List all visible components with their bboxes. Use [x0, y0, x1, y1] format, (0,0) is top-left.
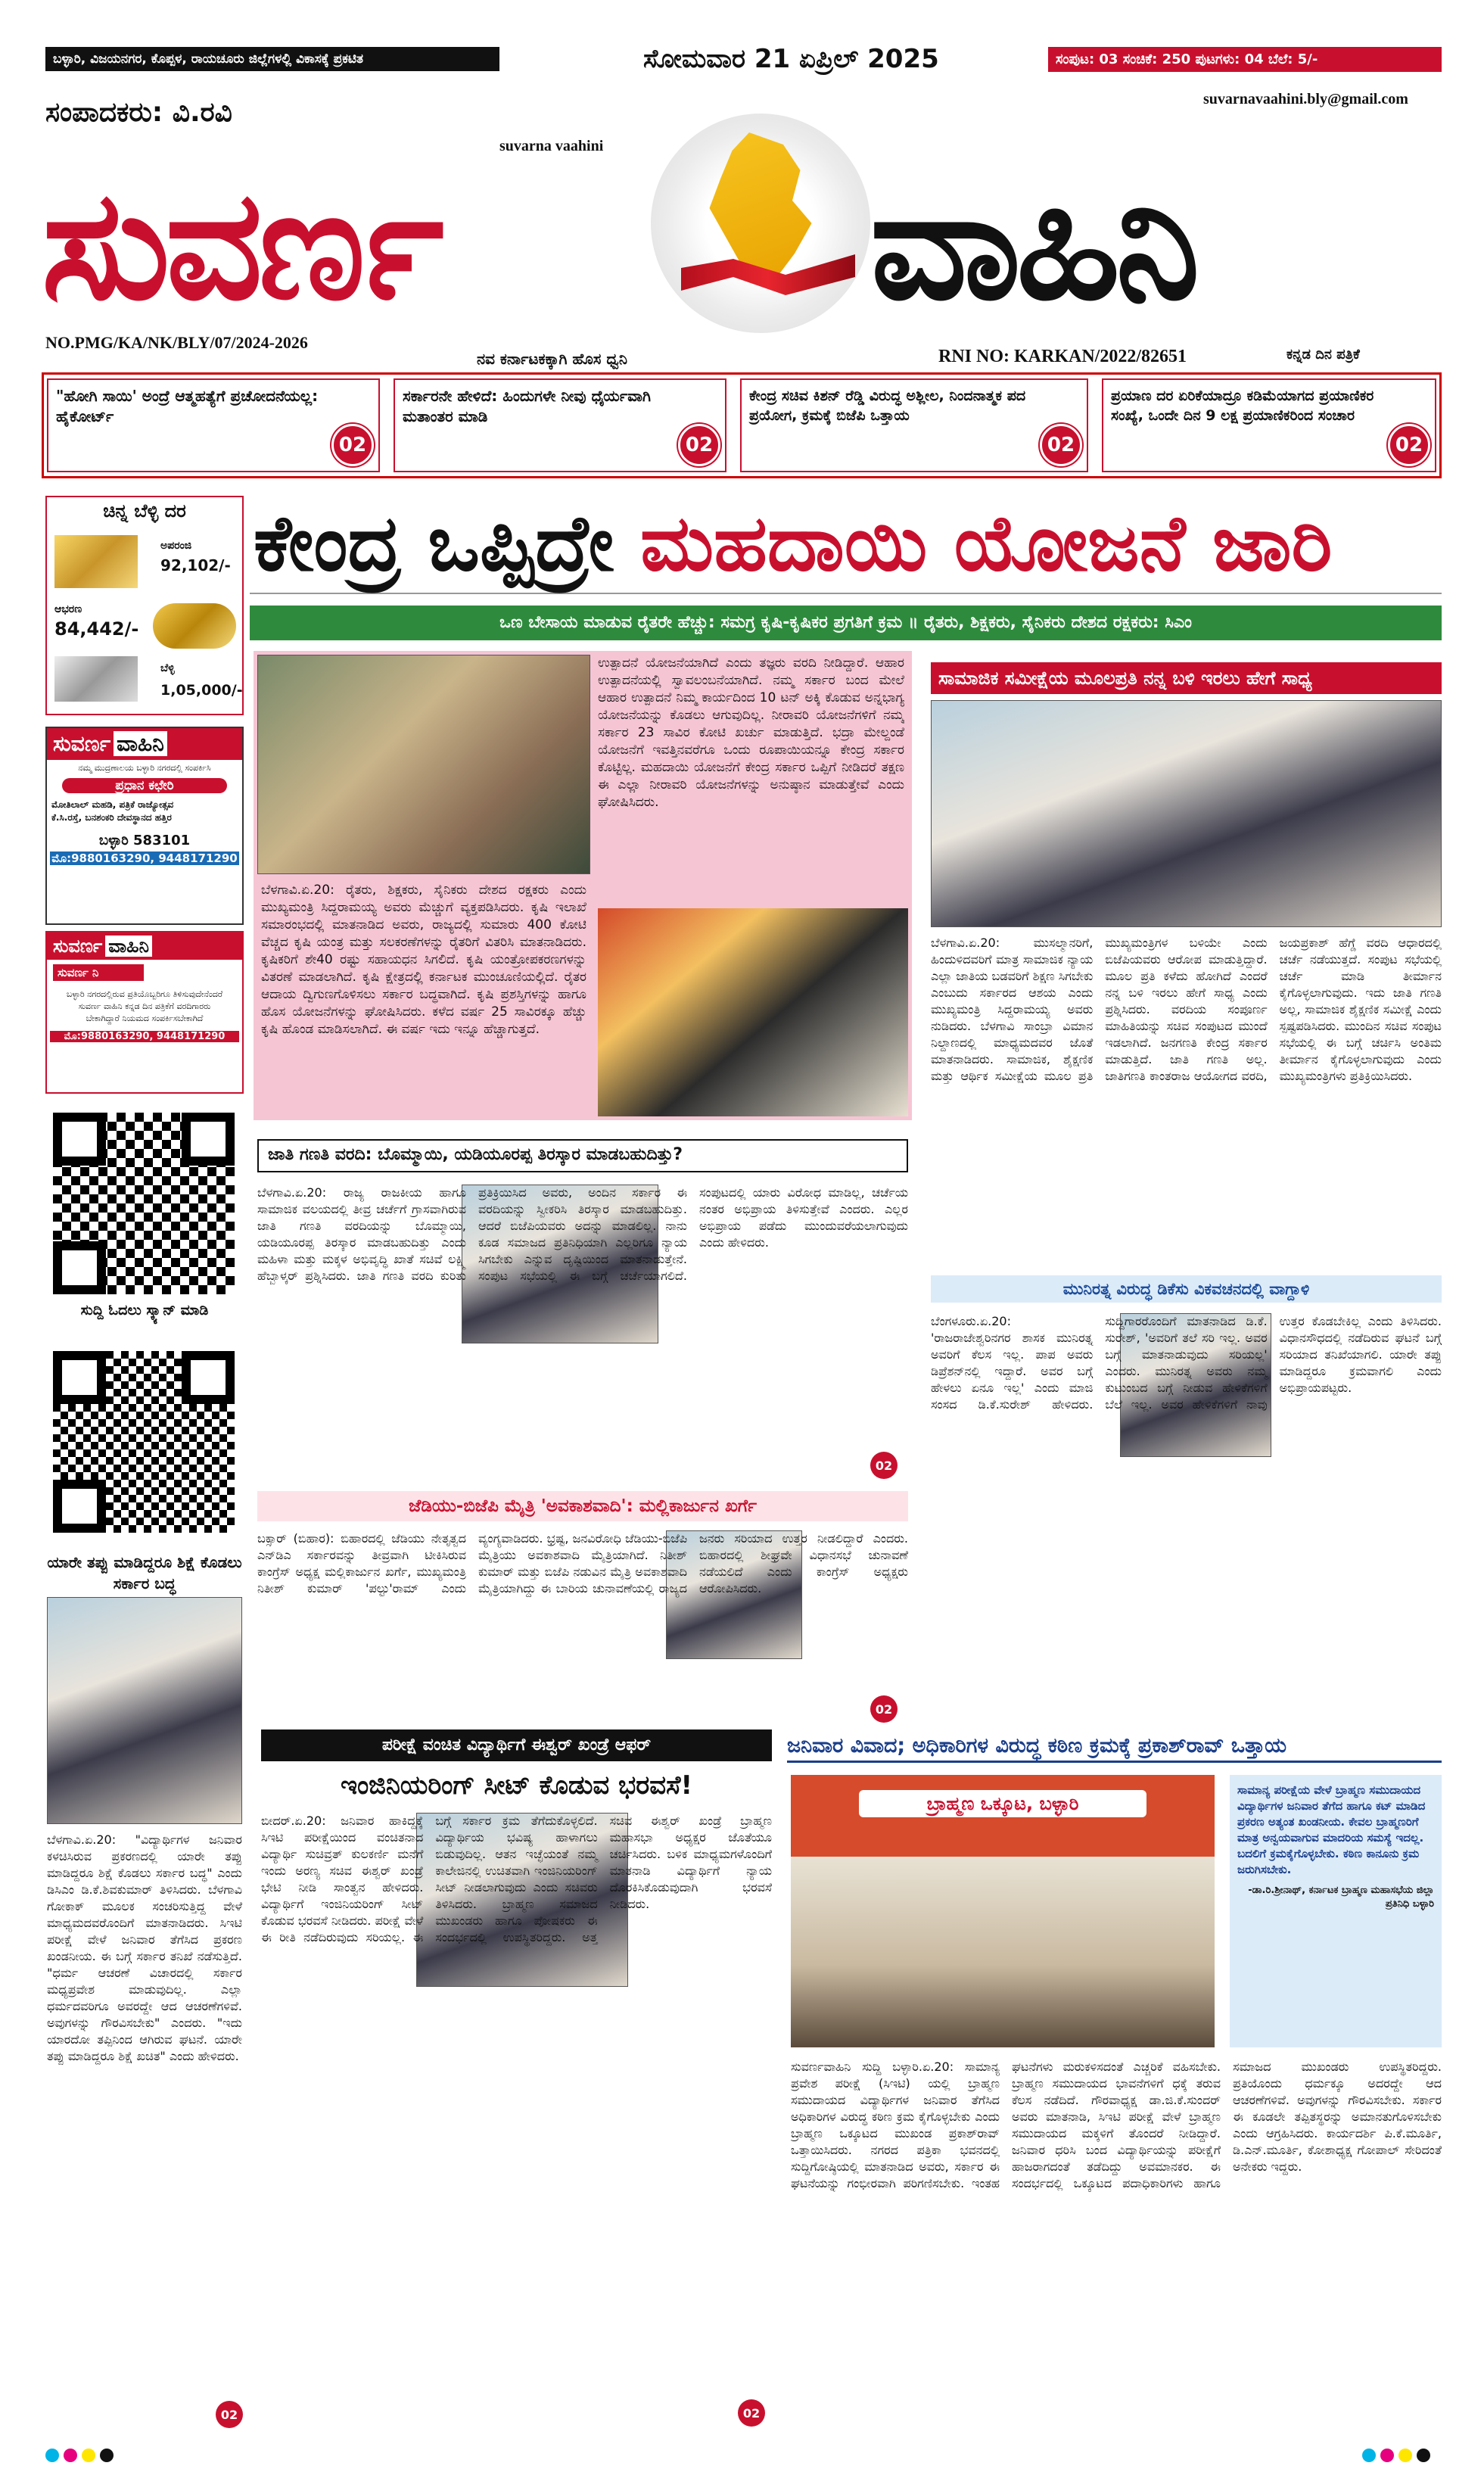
exam-kicker: ಪರೀಕ್ಷೆ ವಂಚಿತ ವಿದ್ಯಾರ್ಥಿಗೆ ಈಶ್ವರ್ ಖಂಡ್ರೆ ಆಫರ್ — [261, 1729, 772, 1761]
ad-brand-right: ವಾಹಿನಿ — [114, 731, 167, 756]
gold-item3-value: 1,05,000/- — [160, 682, 243, 699]
banner-text: ಬ್ರಾಹ್ಮಣ ಒಕ್ಕೂಟ, ಬಳ್ಳಾರಿ — [859, 1790, 1146, 1817]
register-marks-right — [1362, 2449, 1435, 2465]
lead-col2: ಉತ್ಪಾದನೆ ಯೋಜನೆಯಾಗಿದೆ ಎಂದು ತಜ್ಞರು ವರದಿ ನೀಡಿದ್ದಾರೆ. ಆಹಾರ ಉತ್ಪಾದನೆಯಲ್ಲಿ ಸ್ವಾವಲಂಬನೆಯಾಗಿದೆ. ನಮ್ಮ ಸರ್ಕಾರ ಬಂದ ಮೇಲೆ ಆಹಾರ ಉತ್ಪಾದನೆ ನಿಮ್ಮ ಕಾರ್ಯದಿಂದ 10 ಟನ್ ಅಕ್ಕಿ ಕೊಡುವ ಅನ್ನಭಾಗ್ಯ ಯೋಜನೆಯನ್ನು ಕೊಡಲು ಆಗುವುದಿಲ್ಲ. ನೀರಾವರಿ ಯೋಜನೆಗಳಿಗೆ ನಮ್ಮ ಸರ್ಕಾರ 23 ಸಾವಿರ ಕೋಟಿ ಖರ್ಚು ಮಾಡುತ್ತಿದೆ. ಭದ್ರಾ ಮೇಲ್ದಂಡೆ ಯೋಜನೆಗೆ ಇವತ್ತಿನವರೆಗೂ ಒಂದು ರೂಪಾಯಿಯನ್ನೂ ಕೇಂದ್ರ ಸರ್ಕಾರ ಕೊಟ್ಟಿಲ್ಲ. ಮಹದಾಯಿ ಯೋಜನೆಗೆ ಕೇಂದ್ರ ಸರ್ಕಾರ ಒಪ್ಪಿಗೆ ನೀಡಿದರೆ ತಕ್ಷಣ ಈ ಎಲ್ಲಾ ನೀರಾವರಿ ಯೋಜನೆಗಳನ್ನು ಅನುಷ್ಠಾನ ಮಾಡುತ್ತೇವೆ ಎಂದು ಘೋಷಿಸಿದರು. — [598, 655, 904, 810]
ad2-brand-right: ವಾಹಿನಿ — [105, 936, 152, 957]
page-badge: 02 — [216, 2401, 243, 2428]
masthead-title-left: ಸುವರ್ಣ — [42, 157, 440, 334]
editor-line: ಸಂಪಾದಕರು: ವಿ.ರವಿ — [45, 97, 232, 128]
page-badge: 02 — [870, 1695, 898, 1723]
ad2-head: ಸುವರ್ಣ ನಿ — [53, 964, 144, 981]
qr-code-1[interactable] — [53, 1113, 235, 1294]
janivara-headline: ಜನಿವಾರ ವಿವಾದ; ಅಧಿಕಾರಿಗಳ ವಿರುದ್ಧ ಕಠಿಣ ಕ್ರಮಕ್ಕೆ ಪ್ರಕಾಶ್‌ರಾವ್ ಒತ್ತಾಯ — [787, 1729, 1442, 1763]
ad-brand — [47, 728, 242, 760]
gold-item2-value: 84,442/- — [54, 618, 139, 640]
kharge-body: ಬಕ್ಸಾರ್ (ಬಿಹಾರ): ಬಿಹಾರದಲ್ಲಿ ಜೆಡಿಯು ನೇತೃತ್ವದ ಎನ್‌ಡಿಎ ಸರ್ಕಾರವನ್ನು ತೀವ್ರವಾಗಿ ಟೀಕಿಸಿರುವ ಕಾಂಗ್ರೆಸ್ ಅಧ್ಯಕ್ಷ ಮಲ್ಲಿಕಾರ್ಜುನ ಖರ್ಗೆ, ಮುಖ್ಯಮಂತ್ರಿ ನಿತೀಶ್ ಕುಮಾರ್ 'ಪಲ್ಟು'ರಾಮ್ ಎಂದು ವ್ಯಂಗ್ಯವಾಡಿದರು. ಭ್ರಷ್ಟ, ಜನವಿರೋಧಿ ಜೆಡಿಯು-ಬಿಜೆಪಿ ಮೈತ್ರಿಯು ಅವಕಾಶವಾದಿ ಮೈತ್ರಿಯಾಗಿದೆ. ನಿತೀಶ್ ಕುಮಾರ್ ಮತ್ತು ಬಿಜೆಪಿ ನಡುವಿನ ಮೈತ್ರಿ ಅವಕಾಶವಾದಿ ಮೈತ್ರಿಯಾಗಿದ್ದು ಈ ಬಾರಿಯ ಚುನಾವಣೆಯಲ್ಲಿ ರಾಜ್ಯದ ಜನರು ಸರಿಯಾದ ಉತ್ತರ ನೀಡಲಿದ್ದಾರೆ ಎಂದರು. ಬಿಹಾರದಲ್ಲಿ ಶೀಘ್ರವೇ ವಿಧಾನಸಭೆ ಚುನಾವಣೆ ನಡೆಯಲಿದೆ ಎಂದು ಕಾಂಗ್ರೆಸ್ ಅಧ್ಯಕ್ಷರು ಆರೋಪಿಸಿದರು. — [257, 1531, 908, 1596]
quote-box — [1230, 1775, 1442, 2047]
dks-side-body: ಬೆಳಗಾವಿ.ಏ.20: "ವಿದ್ಯಾರ್ಥಿಗಳ ಜನಿವಾರ ಕಳಚಿಸಿರುವ ಪ್ರಕರಣದಲ್ಲಿ ಯಾರೇ ತಪ್ಪು ಮಾಡಿದ್ದರೂ ಶಿಕ್ಷೆ ಕೊಡಲು ಸರ್ಕಾರ ಬದ್ಧ" ಎಂದು ಡಿಸಿಎಂ ಡಿ.ಕೆ.ಶಿವಕುಮಾರ್ ತಿಳಿಸಿದರು. ಬೆಳಗಾವಿ ಗೋಕಾಕ್ ಮೂಲಕ ಸಂಚರಿಸುತ್ತಿದ್ದ ವೇಳೆ ಮಾಧ್ಯಮದವರೊಂದಿಗೆ ಮಾತನಾಡಿದರು. ಸಿಇಟಿ ಪರೀಕ್ಷೆ ವೇಳೆ ಜನಿವಾರ ತೆಗೆಸಿದ ಪ್ರಕರಣ ಖಂಡನೀಯ. ಈ ಬಗ್ಗೆ ಸರ್ಕಾರ ತನಿಖೆ ನಡೆಸುತ್ತಿದೆ. "ಧರ್ಮ ಆಚರಣೆ ವಿಚಾರದಲ್ಲಿ ಸರ್ಕಾರ ಮಧ್ಯಪ್ರವೇಶ ಮಾಡುವುದಿಲ್ಲ. ಎಲ್ಲಾ ಧರ್ಮದವರಿಗೂ ಅವರದ್ದೇ ಆದ ಆಚರಣೆಗಳಿವೆ. ಅವುಗಳನ್ನು ಗೌರವಿಸಬೇಕು" ಎಂದರು. "ಇದು ಯಾರದೋ ತಪ್ಪಿನಿಂದ ಆಗಿರುವ ಘಟನೆ. ಯಾರೇ ತಪ್ಪು ಮಾಡಿದ್ದರೂ ಶಿಕ್ಷೆ ಖಚಿತ" ಎಂದು ಹೇಳಿದರು. — [47, 1832, 242, 2063]
region-strip: ಬಳ್ಳಾರಿ, ವಿಜಯನಗರ, ಕೊಪ್ಪಳ, ರಾಯಚೂರು ಜಿಲ್ಲೆಗಳಲ್ಲಿ ವಿಕಾಸಕ್ಕೆ ಪ್ರಕಟಿತ — [45, 47, 499, 71]
ad2-brand — [47, 932, 242, 960]
reg-number: NO.PMG/KA/NK/BLY/07/2024-2026 — [45, 333, 308, 352]
email: suvarnavaahini.bly@gmail.com — [1203, 91, 1408, 107]
latin-name: suvarna vaahini — [499, 138, 604, 154]
bommai-headline: ಜಾತಿ ಗಣತಿ ವರದಿ: ಬೊಮ್ಮಾಯಿ, ಯಡಿಯೂರಪ್ಪ ತಿರಸ್ಕಾರ ಮಾಡಬಹುದಿತ್ತು? — [257, 1139, 908, 1172]
qr1-caption: ಸುದ್ದಿ ಓದಲು ಸ್ಕ್ಯಾನ್ ಮಾಡಿ — [80, 1302, 209, 1319]
gold-item3-label: ಬೆಳ್ಳಿ — [160, 662, 175, 674]
teaser-text: "ಹೋಗಿ ಸಾಯಿ' ಅಂದ್ರೆ ಆತ್ಮಹತ್ಯೆಗೆ ಪ್ರಚೋದನೆಯಲ್ಲ: ಹೈಕೋರ್ಟ್ — [56, 387, 319, 425]
gold-bar-icon — [54, 535, 138, 588]
census-body: ಬೆಳಗಾವಿ.ಏ.20: ಮುಸಲ್ಮಾನರಿಗೆ, ಹಿಂದುಳಿದವರಿಗೆ ಮಾತ್ರ ಸಾಮಾಜಿಕ ನ್ಯಾಯ ಎಲ್ಲಾ ಜಾತಿಯ ಬಡವರಿಗೆ ಶಿಕ್ಷಣ ಸಿಗಬೇಕು ಎಂಬುದು ಸರ್ಕಾರದ ಆಶಯ ಎಂದು ಮುಖ್ಯಮಂತ್ರಿ ಸಿದ್ದರಾಮಯ್ಯ ಅವರು ನುಡಿದರು. ಬೆಳಗಾವಿ ಸಾಂಬ್ರಾ ವಿಮಾನ ನಿಲ್ದಾಣದಲ್ಲಿ ಮಾಧ್ಯಮದವರ ಜೊತೆ ಮಾತನಾಡಿದರು. ಸಾಮಾಜಿಕ, ಶೈಕ್ಷಣಿಕ ಮತ್ತು ಆರ್ಥಿಕ ಸಮೀಕ್ಷೆಯ ಮೂಲ ಪ್ರತಿ ಮುಖ್ಯಮಂತ್ರಿಗಳ ಬಳಿಯೇ ಎಂದು ಬಿಜೆಪಿಯವರು ಆರೋಪ ಮಾಡುತ್ತಿದ್ದಾರೆ. ಮೂಲ ಪ್ರತಿ ಕಳೆದು ಹೋಗಿದೆ ಎಂದರೆ ನನ್ನ ಬಳಿ ಇರಲು ಹೇಗೆ ಸಾಧ್ಯ ಎಂದು ಪ್ರಶ್ನಿಸಿದರು. ವರದಿಯ ಸಂಪೂರ್ಣ ಮಾಹಿತಿಯನ್ನು ಸಚಿವ ಸಂಪುಟದ ಮುಂದೆ ಇಡಲಾಗಿದೆ. ಜನಗಣತಿ ಕೇಂದ್ರ ಸರ್ಕಾರ ಮಾಡುತ್ತಿದೆ. ಜಾತಿ ಗಣತಿ ಅಲ್ಲ. ಜಾತಿಗಣತಿ ಕಾಂತರಾಜ ಆಯೋಗದ ವರದಿ, ಜಯಪ್ರಕಾಶ್ ಹೆಗ್ಡೆ ವರದಿ ಆಧಾರದಲ್ಲಿ ಚರ್ಚೆ ನಡೆಯುತ್ತದೆ. ಸಂಪುಟ ಸಭೆಯಲ್ಲಿ ಚರ್ಚೆ ಮಾಡಿ ತೀರ್ಮಾನ ಕೈಗೊಳ್ಳಲಾಗುವುದು. ಇದು ಜಾತಿ ಗಣತಿ ಅಲ್ಲ, ಸಾಮಾಜಿಕ ಶೈಕ್ಷಣಿಕ ಸಮೀಕ್ಷೆ ಎಂದು ಸ್ಪಷ್ಟಪಡಿಸಿದರು. ಮುಂದಿನ ಸಚಿವ ಸಂಪುಟ ಸಭೆಯಲ್ಲಿ ಈ ಬಗ್ಗೆ ಚರ್ಚಿಸಿ ಅಂತಿಮ ತೀರ್ಮಾನ ಕೈಗೊಳ್ಳಲಾಗುವುದು ಎಂದು ಮುಖ್ಯಮಂತ್ರಿಗಳು ಪ್ರತಿಕ್ರಿಯಿಸಿದರು. — [931, 936, 1442, 1083]
lead-kicker: ಒಣ ಬೇಸಾಯ ಮಾಡುವ ರೈತರೇ ಹೆಚ್ಚು: ಸಮಗ್ರ ಕೃಷಿ-ಕೃಷಿಕರ ಪ್ರಗತಿಗೆ ಕ್ರಮ ॥ ರೈತರು, ಶಿಕ್ಷಕರು, ಸೈನಿಕರು ದೇಶದ ರಕ್ಷಕರು: ಸಿಎಂ — [250, 606, 1442, 640]
page-badge: 02 — [678, 424, 720, 466]
gold-item1-label: ಅಪರಂಜಿ — [160, 540, 192, 552]
gold-item1-value: 92,102/- — [160, 556, 231, 574]
ad-brand-left: ಸುವರ್ಣ — [53, 731, 111, 756]
exam-body: ಬೀದರ್.ಏ.20: ಜನಿವಾರ ಹಾಕಿದ್ದಕ್ಕೆ ಸಿಇಟಿ ಪರೀಕ್ಷೆಯಿಂದ ವಂಚಿತನಾದ ವಿದ್ಯಾರ್ಥಿ ಸುಚಿವ್ರತ್ ಕುಲಕರ್ಣಿ ಮನೆಗೆ ಇಂದು ಅರಣ್ಯ ಸಚಿವ ಈಶ್ವರ್ ಖಂಡ್ರೆ ಭೇಟಿ ನೀಡಿ ಸಾಂತ್ವನ ಹೇಳಿದರು. ವಿದ್ಯಾರ್ಥಿಗೆ ಇಂಜಿನಿಯರಿಂಗ್ ಸೀಟ್ ಕೊಡುವ ಭರವಸೆ ನೀಡಿದರು. ಪರೀಕ್ಷೆ ವೇಳೆ ಈ ರೀತಿ ನಡೆದಿರುವುದು ಸರಿಯಲ್ಲ. ಈ ಬಗ್ಗೆ ಸರ್ಕಾರ ಕ್ರಮ ತೆಗೆದುಕೊಳ್ಳಲಿದೆ. ವಿದ್ಯಾರ್ಥಿಯ ಭವಿಷ್ಯ ಹಾಳಾಗಲು ಬಿಡುವುದಿಲ್ಲ. ಆತನ ಇಚ್ಛೆಯಂತೆ ನಮ್ಮ ಕಾಲೇಜಿನಲ್ಲಿ ಉಚಿತವಾಗಿ ಇಂಜಿನಿಯರಿಂಗ್ ಸೀಟ್ ನೀಡಲಾಗುವುದು ಎಂದು ಸಚಿವರು ತಿಳಿಸಿದರು. ಬ್ರಾಹ್ಮಣ ಸಮಾಜದ ಮುಖಂಡರು ಹಾಗೂ ಪೋಷಕರು ಈ ಸಂದರ್ಭದಲ್ಲಿ ಉಪಸ್ಥಿತರಿದ್ದರು. ಅತ್ತ ಸಚಿವ ಈಶ್ವರ್ ಖಂಡ್ರೆ ಬ್ರಾಹ್ಮಣ ಮಹಾಸಭಾ ಅಧ್ಯಕ್ಷರ ಜೊತೆಯೂ ಚರ್ಚಿಸಿದರು. ಬಳಿಕ ಮಾಧ್ಯಮಗಳೊಂದಿಗೆ ಮಾತನಾಡಿ ವಿದ್ಯಾರ್ಥಿಗೆ ನ್ಯಾಯ ದೊರಕಿಸಿಕೊಡುವುದಾಗಿ ಭರವಸೆ ನೀಡಿದರು. — [261, 1814, 772, 1944]
gold-jewelry-icon — [153, 603, 236, 649]
kharge-headline: ಜೆಡಿಯು-ಬಿಜೆಪಿ ಮೈತ್ರಿ 'ಅವಕಾಶವಾದಿ': ಮಲ್ಲಿಕಾರ್ಜುನ ಖರ್ಗೆ — [257, 1491, 908, 1521]
issue-date: ಸೋಮವಾರ 21 ಏಪ್ರಿಲ್ 2025 — [643, 44, 939, 74]
lead-col1: ಬೆಳಗಾವಿ.ಏ.20: ರೈತರು, ಶಿಕ್ಷಕರು, ಸೈನಿಕರು ದೇಶದ ರಕ್ಷಕರು ಎಂದು ಮುಖ್ಯಮಂತ್ರಿ ಸಿದ್ದರಾಮಯ್ಯ ಅವರು ಮೆಚ್ಚುಗೆ ವ್ಯಕ್ತಪಡಿಸಿದರು. ಕೃಷಿ ಇಲಾಖೆ ಸಮಾರಂಭದಲ್ಲಿ ಮಾತನಾಡಿದ ಅವರು, ರಾಜ್ಯದಲ್ಲಿ ಸುಮಾರು 400 ಕೋಟಿ ವೆಚ್ಚದ ಕೃಷಿ ಯಂತ್ರ ಮತ್ತು ಸಲಕರಣೆಗಳನ್ನು ರೈತರಿಗೆ ವಿತರಿಸಿ ಮಾತನಾಡಿದರು. ಕೃಷಿಕರಿಗೆ ಶೇ40 ರಷ್ಟು ಸಹಾಯಧನ ಸಿಗಲಿದೆ. ಕೃಷಿ ಯಂತ್ರೋಪಕರಣಗಳನ್ನು ವಿತರಣೆ ಮಾಡಲಾಗಿದೆ. ಕೃಷಿ ಕ್ಷೇತ್ರದಲ್ಲಿ ಕರ್ನಾಟಕ ಮುಂಚೂಣಿಯಲ್ಲಿದೆ. ರೈತರ ಆದಾಯ ದ್ವಿಗುಣಗೊಳಿಸಲು ಸರ್ಕಾರ ಬದ್ಧವಾಗಿದೆ. ಕೃಷಿ ಪ್ರಶಸ್ತಿಗಳನ್ನು ಹಾಗೂ ಹೊಸ ಯೋಜನೆಗಳನ್ನು ಘೋಷಿಸಿದರು. ಕಳೆದ ವರ್ಷ 25 ಸಾವಿರಕ್ಕೂ ಹೆಚ್ಚು ಕೃಷಿ ಹೊಂಡ ಮಾಡಿಸಲಾಗಿದೆ. ಈ ವರ್ಷ ಇದು ಇನ್ನೂ ಹೆಚ್ಚಾಗುತ್ತದೆ. — [261, 883, 586, 1037]
teaser-text: ಪ್ರಯಾಣ ದರ ಏರಿಕೆಯಾದ್ರೂ ಕಡಿಮೆಯಾಗದ ಪ್ರಯಾಣಿಕರ ಸಂಖ್ಯೆ, ಒಂದೇ ದಿನ 9 ಲಕ್ಷ ಪ್ರಯಾಣಿಕರಿಂದ ಸಂಚಾರ — [1111, 388, 1374, 424]
page-badge: 02 — [1388, 424, 1430, 466]
page-badge: 02 — [870, 1452, 898, 1479]
ad2-lines: ಬಳ್ಳಾರಿ ನಗರದಲ್ಲಿರುವ ಪ್ರತಿಯೊಬ್ಬರಿಗೂ ತಿಳಿಸುವುದೇನೆಂದರೆ ಸುವರ್ಣ ವಾಹಿನಿ ಕನ್ನಡ ದಿನ ಪತ್ರಿಕೆಗೆ ವರದಿಗಾರರು ಬೇಕಾಗಿದ್ದಾರೆ ನಿಯಮದ ಸಂಪರ್ಕಿಸಬೇಕಾಗಿದೆ — [66, 989, 223, 1023]
bommai-body: ಬೆಳಗಾವಿ.ಏ.20: ರಾಜ್ಯ ರಾಜಕೀಯ ಹಾಗೂ ಸಾಮಾಜಿಕ ವಲಯದಲ್ಲಿ ತೀವ್ರ ಚರ್ಚೆಗೆ ಗ್ರಾಸವಾಗಿರುವ ಜಾತಿ ಗಣತಿ ವರದಿಯನ್ನು ಬೊಮ್ಮಾಯಿ, ಯಡಿಯೂರಪ್ಪ ತಿರಸ್ಕಾರ ಮಾಡಬಹುದಿತ್ತು ಎಂದು ಮಹಿಳಾ ಮತ್ತು ಮಕ್ಕಳ ಅಭಿವೃದ್ಧಿ ಖಾತೆ ಸಚಿವೆ ಲಕ್ಷ್ಮಿ ಹೆಬ್ಬಾಳ್ಕರ್ ಪ್ರಶ್ನಿಸಿದರು. ಜಾತಿ ಗಣತಿ ವರದಿ ಕುರಿತು ಪ್ರತಿಕ್ರಿಯಿಸಿದ ಅವರು, ಅಂದಿನ ಸರ್ಕಾರ ಈ ವರದಿಯನ್ನು ಸ್ವೀಕರಿಸಿ ತಿರಸ್ಕಾರ ಮಾಡಬಹುದಿತ್ತು. ಆದರೆ ಬಿಜೆಪಿಯವರು ಅದನ್ನು ಮಾಡಲಿಲ್ಲ. ನಾನು ಕೂಡ ಸಮಾಜದ ಪ್ರತಿನಿಧಿಯಾಗಿ ಎಲ್ಲರಿಗೂ ನ್ಯಾಯ ಸಿಗಬೇಕು ಎನ್ನುವ ದೃಷ್ಟಿಯಿಂದ ಮಾತನಾಡುತ್ತೇನೆ. ಸಂಪುಟ ಸಭೆಯಲ್ಲಿ ಈ ಬಗ್ಗೆ ಚರ್ಚೆಯಾಗಲಿದೆ. ಸಂಪುಟದಲ್ಲಿ ಯಾರು ವಿರೋಧ ಮಾಡಿಲ್ಲ, ಚರ್ಚೆಯ ನಂತರ ಅಭಿಪ್ರಾಯ ತಿಳಿಸುತ್ತೇವೆ ಎಂದರು. ಎಲ್ಲರ ಅಭಿಪ್ರಾಯ ಪಡೆದು ಮುಂದುವರೆಯಲಾಗುವುದು ಎಂದು ಹೇಳಿದರು. — [257, 1185, 908, 1283]
gold-rate-title: ಚಿನ್ನ ಬೆಳ್ಳಿ ದರ — [47, 497, 242, 525]
quote-author: -ಡಾ.ರಿ.ಶ್ರೀನಾಥ್, ಕರ್ನಾಟಕ ಬ್ರಾಹ್ಮಣ ಮಹಾಸಭೆಯ ಜಿಲ್ಲಾ ಪ್ರತಿನಿಧಿ ಬಳ್ಳಾರಿ — [1248, 1885, 1434, 1910]
lead-headline-part1: ಕೇಂದ್ರ ಒಪ್ಪಿದ್ರೇ — [254, 499, 614, 589]
ad-city: ಬಳ್ಳಾರಿ 583101 — [98, 833, 191, 848]
ad-head: ಪ್ರಧಾನ ಕಛೇರಿ — [62, 778, 227, 793]
qr-code-2[interactable] — [53, 1351, 235, 1533]
dks-headline: ಮುನಿರತ್ನ ವಿರುದ್ಧ ಡಿಕೆಸು ವಿಕವಚನದಲ್ಲಿ ವಾಗ್ದಾಳಿ — [931, 1275, 1442, 1303]
teaser-text: ಸರ್ಕಾರನೇ ಹೇಳಿದೆ: ಹಿಂದುಗಳೇ ನೀವು ಧೈರ್ಯವಾಗಿ ಮತಾಂತರ ಮಾಡಿ — [403, 387, 651, 425]
teaser-4[interactable] — [1102, 378, 1436, 472]
janivara-body: ಸುವರ್ಣವಾಹಿನಿ ಸುದ್ದಿ ಬಳ್ಳಾರಿ.ಏ.20: ಸಾಮಾನ್ಯ ಪ್ರವೇಶ ಪರೀಕ್ಷೆ (ಸಿಇಟಿ) ಯಲ್ಲಿ ಬ್ರಾಹ್ಮಣ ಸಮುದಾಯದ ವಿದ್ಯಾರ್ಥಿಗಳ ಜನಿವಾರ ತೆಗೆಸಿದ ಅಧಿಕಾರಿಗಳ ವಿರುದ್ಧ ಕಠಿಣ ಕ್ರಮ ಕೈಗೊಳ್ಳಬೇಕು ಎಂದು ಬ್ರಾಹ್ಮಣ ಒಕ್ಕೂಟದ ಮುಖಂಡ ಪ್ರಕಾಶ್‌ರಾವ್ ಒತ್ತಾಯಿಸಿದರು. ನಗರದ ಪತ್ರಿಕಾ ಭವನದಲ್ಲಿ ಸುದ್ದಿಗೋಷ್ಠಿಯಲ್ಲಿ ಮಾತನಾಡಿದ ಅವರು, ಸರ್ಕಾರ ಈ ಘಟನೆಯನ್ನು ಗಂಭೀರವಾಗಿ ಪರಿಗಣಿಸಬೇಕು. ಇಂತಹ ಘಟನೆಗಳು ಮರುಕಳಿಸದಂತೆ ಎಚ್ಚರಿಕೆ ವಹಿಸಬೇಕು. ಬ್ರಾಹ್ಮಣ ಸಮುದಾಯದ ಭಾವನೆಗಳಿಗೆ ಧಕ್ಕೆ ತರುವ ಕೆಲಸ ನಡೆದಿದೆ. ಗೌರವಾಧ್ಯಕ್ಷ ಡಾ.ಜಿ.ಕೆ.ಸುಂದರ್ ಅವರು ಮಾತನಾಡಿ, ಸಿಇಟಿ ಪರೀಕ್ಷೆ ವೇಳೆ ಬ್ರಾಹ್ಮಣ ಸಮುದಾಯದ ಮಕ್ಕಳಿಗೆ ತೊಂದರೆ ನೀಡಿದ್ದಾರೆ. ಜನಿವಾರ ಧರಿಸಿ ಬಂದ ವಿದ್ಯಾರ್ಥಿಯನ್ನು ಪರೀಕ್ಷೆಗೆ ಹಾಜರಾಗದಂತೆ ತಡೆದಿದ್ದು ಅವಮಾನಕರ. ಈ ಸಂದರ್ಭದಲ್ಲಿ ಒಕ್ಕೂಟದ ಪದಾಧಿಕಾರಿಗಳು ಹಾಗೂ ಸಮಾಜದ ಮುಖಂಡರು ಉಪಸ್ಥಿತರಿದ್ದರು. ಪ್ರತಿಯೊಂದು ಧರ್ಮಕ್ಕೂ ಅದರದ್ದೇ ಆದ ಆಚರಣೆಗಳಿವೆ. ಅವುಗಳನ್ನು ಗೌರವಿಸಬೇಕು. ಸರ್ಕಾರ ಈ ಕೂಡಲೇ ತಪ್ಪಿತಸ್ಥರನ್ನು ಅಮಾನತುಗೊಳಿಸಬೇಕು ಎಂದು ಆಗ್ರಹಿಸಿದರು. ಕಾರ್ಯದರ್ಶಿ ಪಿ.ಕೆ.ಮೂರ್ತಿ, ಡಿ.ಎನ್.ಮೂರ್ತಿ, ಕೋಶಾಧ್ಯಕ್ಷ ಗೋಪಾಲ್ ಸೇರಿದಂತೆ ಅನೇಕರು ಇದ್ದರು. — [791, 2059, 1442, 2190]
qr2-caption: ಯಾರೇ ತಪ್ಪು ಮಾಡಿದ್ದರೂ ಶಿಕ್ಷೆ ಕೊಡಲು ಸರ್ಕಾರ ಬದ್ಧ — [47, 1553, 242, 1592]
teaser-3[interactable] — [740, 378, 1088, 472]
teaser-2[interactable] — [394, 378, 726, 472]
lead-photo-2 — [598, 908, 908, 1116]
lead-headline — [250, 496, 1442, 594]
page-badge: 02 — [331, 424, 374, 466]
exam-headline: ಇಂಜಿನಿಯರಿಂಗ್ ಸೀಟ್ ಕೊಡುವ ಭರವಸೆ! — [341, 1770, 692, 1801]
gold-item2-label: ಆಭರಣ — [54, 603, 82, 615]
lead-headline-part2: ಮಹದಾಯಿ ಯೋಜನೆ ಜಾರಿ — [640, 499, 1333, 589]
dks-photo — [47, 1597, 242, 1824]
quote-text: ಸಾಮಾನ್ಯ ಪರೀಕ್ಷೆಯ ವೇಳೆ ಬ್ರಾಹ್ಮಣ ಸಮುದಾಯದ ವಿದ್ಯಾರ್ಥಿಗಳ ಜನಿವಾರ ತೆಗೆದ ಹಾಗೂ ಕಟ್ ಮಾಡಿದ ಪ್ರಕರಣ ಅತ್ಯಂತ ಖಂಡನೀಯ. ಕೇವಲ ಬ್ರಾಹ್ಮಣರಿಗೆ ಮಾತ್ರ ಅನ್ವಯವಾಗುವ ಮಾದರಿಯ ಸಮಸ್ಯೆ ಇದಲ್ಲ. ಬದಲಿಗೆ ಕ್ರಮಕೈಗೊಳ್ಳಬೇಕು. ಕಠಿಣ ಕಾನೂನು ಕ್ರಮ ಜರುಗಿಸಬೇಕು. — [1237, 1783, 1426, 1876]
press-meet-photo — [791, 1775, 1215, 2047]
ad2-phone: ಮೊ:9880163290, 9448171290 — [50, 1031, 239, 1042]
ad-addr1: ಮೋತಿಲಾಲ್ ಮಹಡಿ, ಪತ್ರಿಕೆ ರಾಜ್ಯೋತ್ಸವ — [51, 799, 174, 810]
silver-bar-icon — [54, 656, 138, 702]
ad-phone: ಮೊ:9880163290, 9448171290 — [50, 852, 239, 865]
reporter-ad — [45, 931, 244, 1094]
ad-addr2: ಕೆ.ಸಿ.ರಸ್ತೆ, ಬನಶಂಕರಿ ದೇವಸ್ಥಾನದ ಹತ್ತಿರ — [51, 812, 172, 823]
masthead-title-right: ವಾಹಿನಿ — [870, 157, 1196, 334]
gold-rate-box — [45, 496, 244, 715]
lead-photo-1 — [257, 655, 590, 874]
page-badge: 02 — [738, 2399, 765, 2427]
rni-number: RNI NO: KARKAN/2022/82651 — [938, 347, 1187, 366]
office-ad — [45, 727, 244, 925]
register-marks-left — [45, 2449, 118, 2465]
teaser-1[interactable] — [47, 378, 380, 472]
census-headline: ಸಾಮಾಜಿಕ ಸಮೀಕ್ಷೆಯ ಮೂಲಪ್ರತಿ ನನ್ನ ಬಳಿ ಇರಲು ಹೇಗೆ ಸಾಧ್ಯ — [931, 662, 1442, 694]
page-badge: 02 — [1040, 424, 1082, 466]
dks-body: ಬೆಂಗಳೂರು.ಏ.20: 'ರಾಜರಾಜೇಶ್ವರಿನಗರ ಶಾಸಕ ಮುನಿರತ್ನ ಅವರಿಗೆ ಕೆಲಸ ಇಲ್ಲ. ಪಾಪ ಅವರು ಡಿಪ್ರೆಶನ್‌ನಲ್ಲಿ ಇದ್ದಾರೆ. ಅವರ ಬಗ್ಗೆ ಹೇಳಲು ಏನೂ ಇಲ್ಲ' ಎಂದು ಮಾಜಿ ಸಂಸದ ಡಿ.ಕೆ.ಸುರೇಶ್ ಹೇಳಿದರು. ಸುದ್ದಿಗಾರರೊಂದಿಗೆ ಮಾತನಾಡಿದ ಡಿ.ಕೆ. ಸುರೇಶ್, 'ಅವರಿಗೆ ತಲೆ ಸರಿ ಇಲ್ಲ. ಅವರ ಬಗ್ಗೆ ಮಾತನಾಡುವುದು ಸರಿಯಲ್ಲ' ಎಂದರು. ಮುನಿರತ್ನ ಅವರು ನಮ್ಮ ಕುಟುಂಬದ ಬಗ್ಗೆ ನೀಡುವ ಹೇಳಿಕೆಗಳಿಗೆ ಬೆಲೆ ಇಲ್ಲ. ಅವರ ಹೇಳಿಕೆಗಳಿಗೆ ನಾವು ಉತ್ತರ ಕೊಡಬೇಕಿಲ್ಲ ಎಂದು ತಿಳಿಸಿದರು. ವಿಧಾನಸೌಧದಲ್ಲಿ ನಡೆದಿರುವ ಘಟನೆ ಬಗ್ಗೆ ಸರಿಯಾದ ತನಿಖೆಯಾಗಲಿ. ಯಾರೇ ತಪ್ಪು ಮಾಡಿದ್ದರೂ ಕ್ರಮವಾಗಲಿ ಎಂದು ಅಭಿಪ್ರಾಯಪಟ್ಟರು. — [931, 1314, 1442, 1412]
census-photo — [931, 700, 1442, 927]
ad2-brand-left: ಸುವರ್ಣ — [53, 936, 103, 957]
teaser-text: ಕೇಂದ್ರ ಸಚಿವ ಕಿಶನ್ ರೆಡ್ಡಿ ವಿರುದ್ಧ ಅಶ್ಲೀಲ, ನಿಂದನಾತ್ಮಕ ಪದ ಪ್ರಯೋಗ, ಕ್ರಮಕ್ಕೆ ಬಿಜೆಪಿ ಒತ್ತಾಯ — [749, 388, 1026, 424]
masthead-subtitle: ಕನ್ನಡ ದಿನ ಪತ್ರಿಕೆ — [1286, 347, 1360, 363]
issue-info: ಸಂಪುಟ: 03 ಸಂಚಿಕೆ: 250 ಪುಟಗಳು: 04 ಬೆಲೆ: 5/- — [1048, 47, 1442, 72]
ad-sub: ನಮ್ಮ ಮುದ್ರಣಾಲಯ ಬಳ್ಳಾರಿ ನಗರದಲ್ಲಿ ಸಂಪರ್ಕಿಸಿ — [78, 763, 211, 773]
tagline: ನವ ಕರ್ನಾಟಕಕ್ಕಾಗಿ ಹೊಸ ಧ್ವನಿ — [477, 350, 628, 368]
